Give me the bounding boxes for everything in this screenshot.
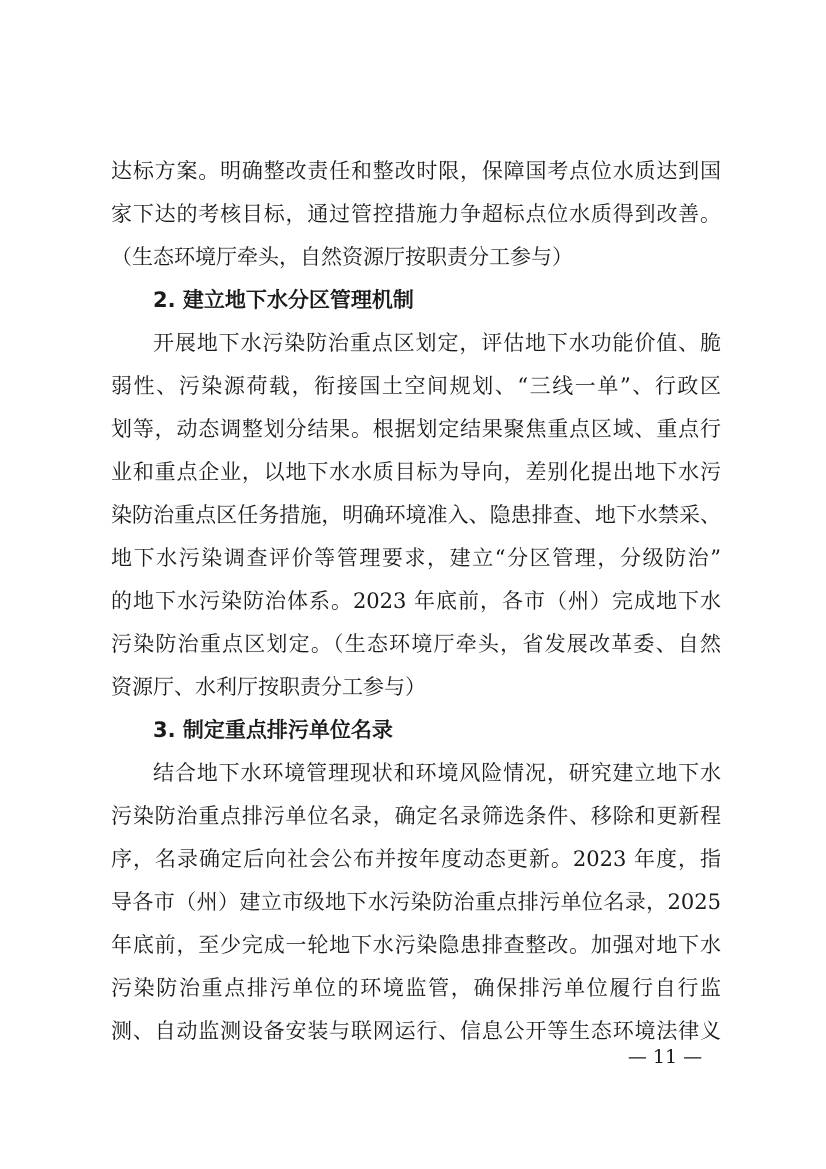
paragraph-line: 染防治重点区任务措施，明确环境准入、隐患排查、地下水禁采、 <box>111 503 721 527</box>
paragraph-line: 业和重点企业，以地下水水质目标为导向，差别化提出地下水污 <box>111 460 721 484</box>
paragraph-line: 结合地下水环境管理现状和环境风险情况，研究建立地下水 <box>153 761 721 785</box>
paragraph-line: 污染防治重点排污单位名录，确定名录筛选条件、移除和更新程 <box>111 804 721 828</box>
section-heading-3: 3. 制定重点排污单位名录 <box>153 718 393 742</box>
page-number: — 11 — <box>627 1046 703 1068</box>
paragraph-line: 测、自动监测设备安装与联网运行、信息公开等生态环境法律义 <box>111 1019 721 1043</box>
paragraph-line: 的地下水污染防治体系。2023 年底前，各市（州）完成地下水 <box>111 589 721 613</box>
paragraph-line: 达标方案。明确整改责任和整改时限，保障国考点位水质达到国 <box>111 159 721 183</box>
paragraph-line: 污染防治重点排污单位的环境监管，确保排污单位履行自行监 <box>111 976 721 1000</box>
section-heading-2: 2. 建立地下水分区管理机制 <box>153 288 414 312</box>
paragraph-line: 导各市（州）建立市级地下水污染防治重点排污单位名录，2025 <box>111 890 721 914</box>
paragraph-line: 年底前，至少完成一轮地下水污染隐患排查整改。加强对地下水 <box>111 933 721 957</box>
paragraph-line: 地下水污染调查评价等管理要求，建立“分区管理，分级防治” <box>111 546 721 570</box>
paragraph-line: 家下达的考核目标，通过管控措施力争超标点位水质得到改善。 <box>111 202 721 226</box>
paragraph-line: 弱性、污染源荷载，衔接国土空间规划、“三线一单”、行政区 <box>111 374 721 398</box>
paragraph-line: 序，名录确定后向社会公布并按年度动态更新。2023 年度，指 <box>111 847 721 871</box>
paragraph-line: 资源厅、水利厅按职责分工参与） <box>111 675 426 699</box>
paragraph-line: 开展地下水污染防治重点区划定，评估地下水功能价值、脆 <box>153 331 721 355</box>
paragraph-line: 划等，动态调整划分结果。根据划定结果聚焦重点区域、重点行 <box>111 417 721 441</box>
paragraph-line: （生态环境厅牵头，自然资源厅按职责分工参与） <box>111 245 573 269</box>
paragraph-line: 污染防治重点区划定。（生态环境厅牵头，省发展改革委、自然 <box>111 632 721 656</box>
